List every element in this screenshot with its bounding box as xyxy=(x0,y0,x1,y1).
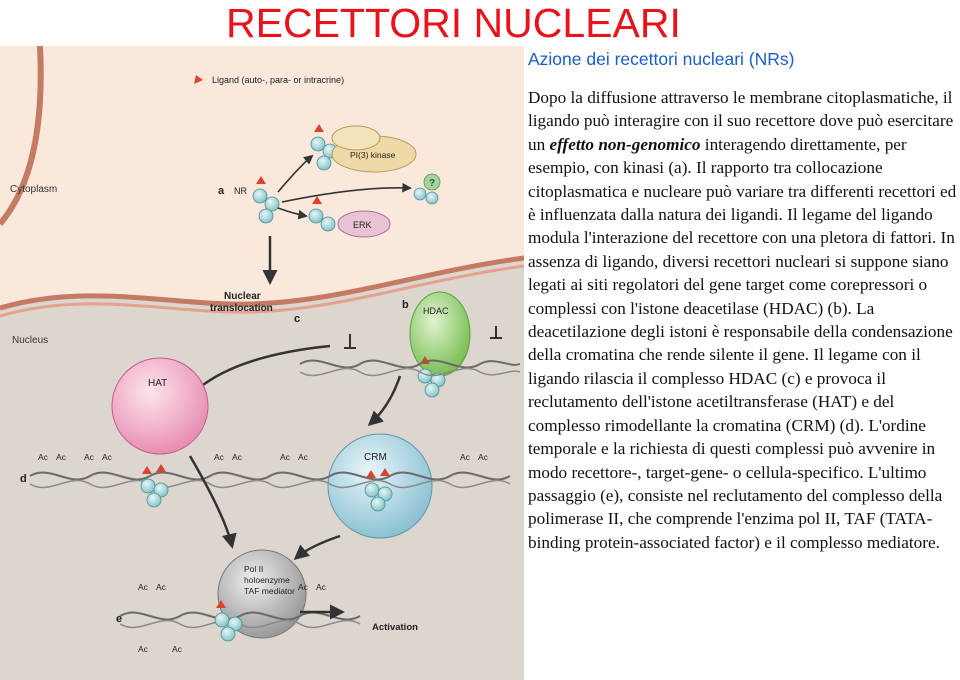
step-d-label: d xyxy=(20,473,27,485)
pol-ii-label-2: holoenzyme xyxy=(244,575,290,585)
erk-label: ERK xyxy=(353,220,372,230)
nr-label: NR xyxy=(234,186,247,196)
step-e-label: e xyxy=(116,613,123,625)
ac-label-e-2: Ac xyxy=(156,582,166,592)
ac-label-d-5: Ac xyxy=(214,452,224,462)
nuclear-receptor-diagram xyxy=(0,46,524,680)
body-text-part-2: interagendo direttamente, per esempio, con kinasi (a). Il rapporto tra collocazione citoplasmatica e nucleare può variare tra differenti recettori ed è influenzata dalla natura dei ligandi. Il legame del ligando modula l'interazione del recettore con una pletora di fattori. In assenza di ligando, diversi recettori nucleari si suppone siano legati ai siti regolatori del gene target come corepressori o complessi con l'istone deacetilase (HDAC) (b). La deacetilazione degli istoni è responsabile della condensazione della cromatina che rende silente il gene. Il legame con il ligando rilascia il complesso HDAC (c) e provoca il reclutamento dell'istone acetiltransferase (HAT) e del complesso rimodellante la cromatina (CRM) (d). L'ordine temporale e la richiesta di questi complessi può avvenire in modo recettore-, target-gene- o cellula-specifico. L'ultimo passaggio (e), consiste nel reclutamento del complesso della polimerase II, che comprende l'enzima pol II, TAF (TATA-binding protein-associated factor) e il complesso mediatore. xyxy=(528,134,957,552)
cytoplasm-label: Cytoplasm xyxy=(10,184,58,195)
step-b-label: b xyxy=(402,299,409,311)
crm-label: CRM xyxy=(364,452,387,463)
ac-label-d-4: Ac xyxy=(102,452,112,462)
crm-complex xyxy=(328,434,432,538)
nucleus-label: Nucleus xyxy=(12,335,49,346)
ac-label-e-6: Ac xyxy=(316,582,326,592)
ac-label-e-3: Ac xyxy=(138,644,148,654)
nuclear-translocation-label-1: Nuclear xyxy=(224,291,261,302)
hat-label: HAT xyxy=(148,378,168,389)
pol-ii-label-1: Pol II xyxy=(244,564,264,574)
body-text-emphasis: effetto non-genomico xyxy=(549,134,701,154)
activation-label: Activation xyxy=(372,622,418,633)
ac-label-e-4: Ac xyxy=(172,644,182,654)
hdac-label: HDAC xyxy=(423,306,449,316)
ac-label-e-5: Ac xyxy=(298,582,308,592)
pol-ii-label-3: TAF mediator xyxy=(244,586,295,596)
step-a-label: a xyxy=(218,185,225,197)
nuclear-translocation-label-2: translocation xyxy=(210,303,273,314)
legend-label: Ligand (auto-, para- or intracrine) xyxy=(212,75,345,85)
step-c-label: c xyxy=(294,313,301,325)
ac-label-d-6: Ac xyxy=(232,452,242,462)
body-text xyxy=(528,86,958,554)
body-text-part-1: Dopo la diffusione attraverso le membrane citoplasmatiche, il ligando può interagire con il suo recettore dove può esercitare un xyxy=(528,88,954,154)
ac-label-e-1: Ac xyxy=(138,582,148,592)
ac-label-d-9: Ac xyxy=(460,452,470,462)
ac-label-d-1: Ac xyxy=(38,452,48,462)
slide-title: RECETTORI NUCLEARI xyxy=(226,0,681,46)
pi3k-label: PI(3) kinase xyxy=(350,150,396,160)
ac-label-d-7: Ac xyxy=(280,452,290,462)
hdac-complex xyxy=(410,292,470,376)
hat-complex xyxy=(112,358,208,454)
unknown-target-label: ? xyxy=(429,178,436,189)
ac-label-d-2: Ac xyxy=(56,452,66,462)
section-heading: Azione dei recettori nucleari (NRs) xyxy=(528,49,795,69)
ac-label-d-10: Ac xyxy=(478,452,488,462)
ac-label-d-8: Ac xyxy=(298,452,308,462)
ac-label-d-3: Ac xyxy=(84,452,94,462)
